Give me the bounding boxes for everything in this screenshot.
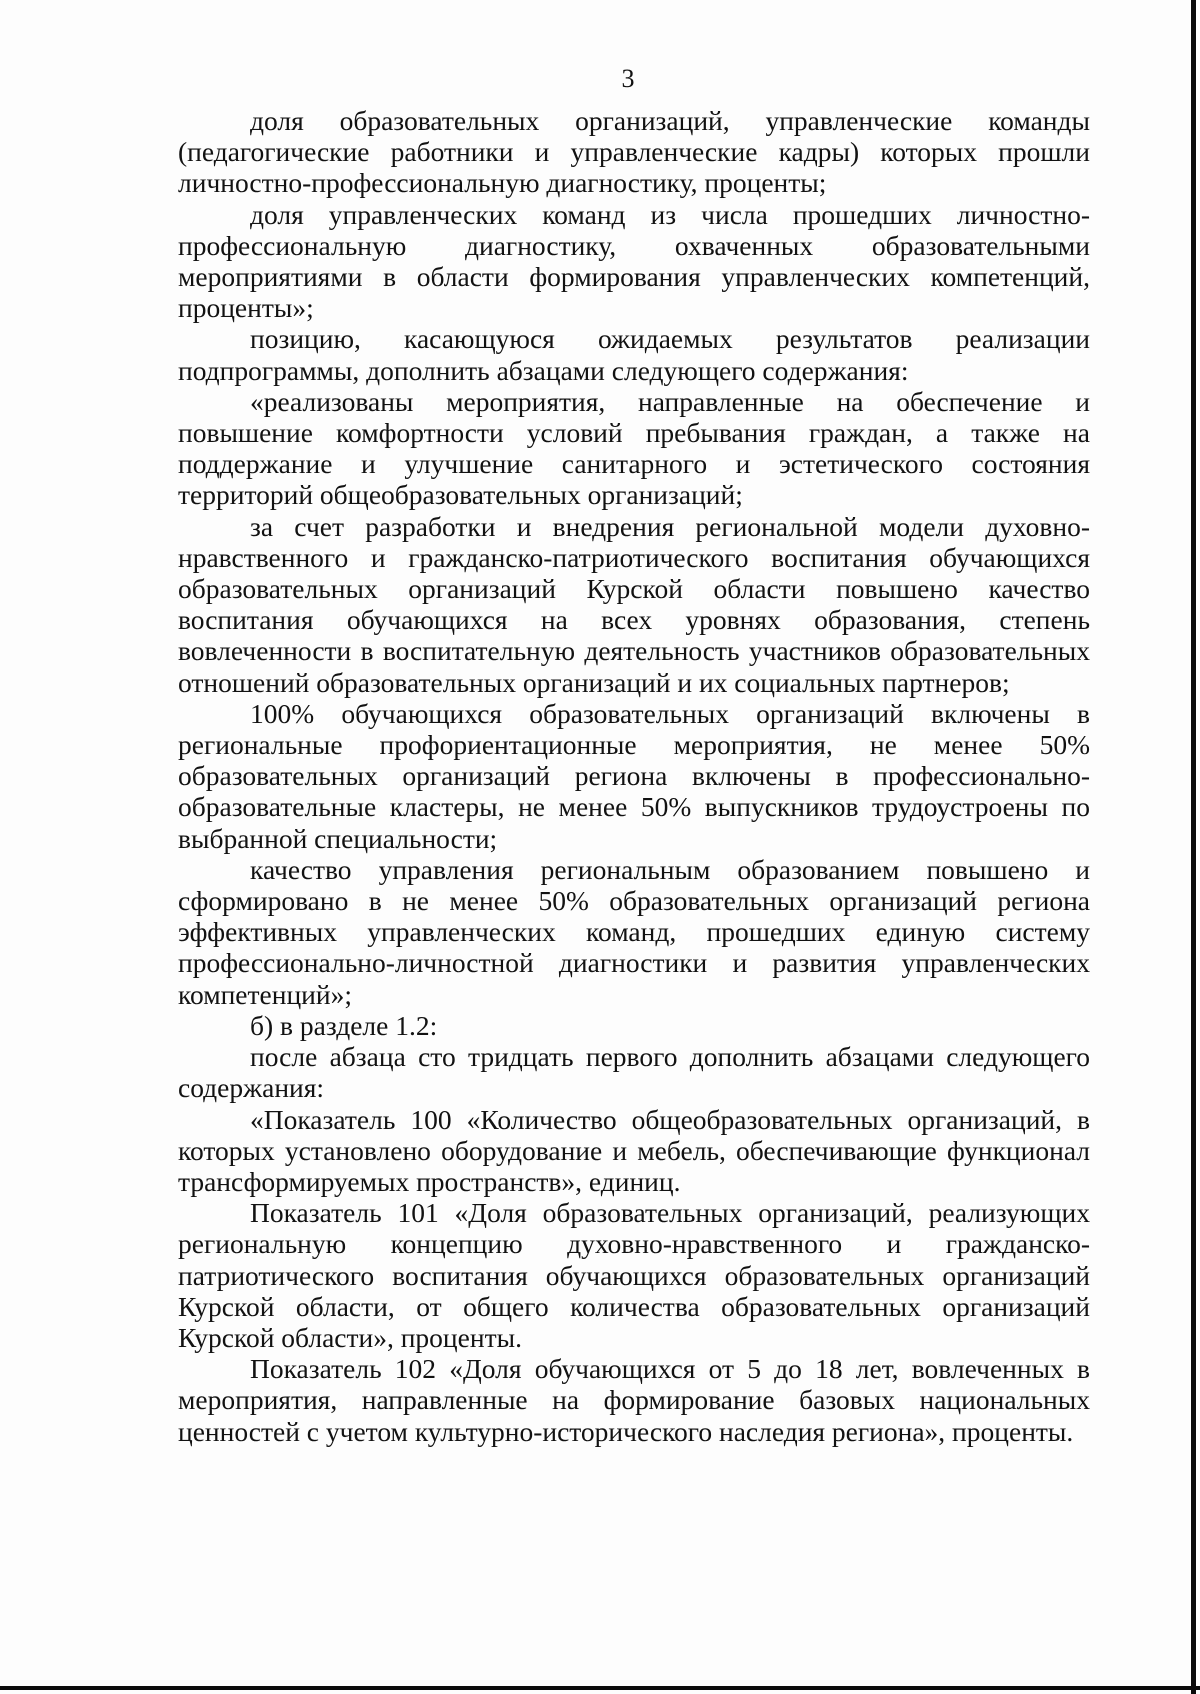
paragraph-career-guidance: 100% обучающихся образовательных организаций включены в региональные профориентационные мероприятия, не менее 50% образовательных организаций региона включены в профессионально-образовательные кластеры, не менее 50% выпускников трудоустроены по выбранной специальности;: [178, 697, 1090, 854]
paragraph-indicator-102: Показатель 102 «Доля обучающихся от 5 до 18 лет, вовлеченных в мероприятия, направленные на формирование базовых национальных ценностей с учетом культурно-исторического наследия региона», проценты.: [178, 1353, 1090, 1447]
paragraph-expected-results-intro: позицию, касающуюся ожидаемых результатов реализации подпрограммы, дополнить абзацами следующего содержания:: [178, 323, 1090, 386]
paragraph-indicator-100: «Показатель 100 «Количество общеобразовательных организаций, в которых установлено оборудование и мебель, обеспечивающие функционал трансформируемых пространств», единиц.: [178, 1103, 1090, 1197]
scan-edge-bottom: [0, 1686, 1200, 1690]
page-number: 3: [621, 64, 635, 93]
paragraph-indicator-101: Показатель 101 «Доля образовательных организаций, реализующих региональную концепцию духовно-нравственного и гражданско-патриотического воспитания обучающихся образовательных организаций Курской области, от общего количества образовательных организаций Курской области», проценты.: [178, 1197, 1090, 1353]
paragraph-share-orgs-diagnostics: доля образовательных организаций, управленческие команды (педагогические работники и управленческие кадры) которых прошли личностно-профессиональную диагностику, проценты;: [178, 105, 1090, 199]
paragraph-share-management-teams: доля управленческих команд из числа прошедших личностно-профессиональную диагностику, охваченных образовательными мероприятиями в области формирования управленческих компетенций, проценты»;: [178, 198, 1090, 324]
paragraph-regional-model: за счет разработки и внедрения региональной модели духовно-нравственного и гражданско-патриотического воспитания обучающихся образовательных организаций Курской области повышено качество воспитания обучающихся на всех уровнях образования, степень вовлеченности в воспитательную деятельность участников образовательных отношений образовательных организаций и их социальных партнеров;: [178, 510, 1090, 698]
paragraph-after-131: после абзаца сто тридцать первого дополнить абзацами следующего содержания:: [178, 1041, 1090, 1104]
scan-edge-right: [1191, 0, 1196, 1694]
paragraph-comfort-measures: «реализованы мероприятия, направленные на обеспечение и повышение комфортности условий пребывания граждан, а также на поддержание и улучшение санитарного и эстетического состояния территорий общеобразовательных организаций;: [178, 385, 1090, 511]
paragraph-section-1-2: б) в разделе 1.2:: [250, 1009, 438, 1041]
paragraph-management-quality: качество управления региональным образованием повышено и сформировано в не менее 50% образовательных организаций региона эффективных управленческих команд, прошедших единую систему профессионально-личностной диагностики и развития управленческих компетенций»;: [178, 853, 1090, 1010]
document-body: [178, 105, 1090, 1447]
